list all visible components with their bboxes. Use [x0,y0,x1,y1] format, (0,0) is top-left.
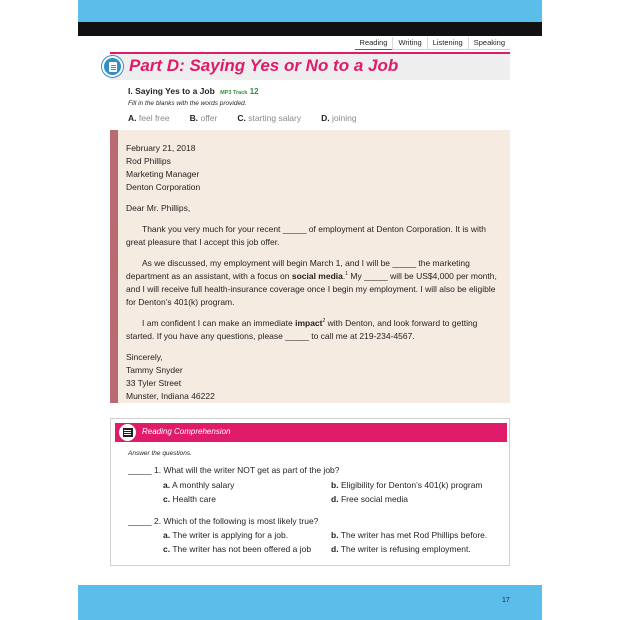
section-heading [128,86,259,96]
book-icon [119,424,136,441]
comprehension-header [115,423,507,442]
salutation: Dear Mr. Phillips, [126,203,191,213]
footnote-2: 2 [322,318,326,325]
q1-answer-b: b. Eligibility for Denton’s 401(k) program [331,480,483,490]
closing: Sincerely, [126,352,163,362]
q1-answer-c: c. Health care [163,494,216,504]
q2-answer-d: d. The writer is refusing employment. [331,544,471,554]
tab-reading: Reading [355,37,393,50]
sender-street: 33 Tyler Street [126,378,182,388]
top-black-bar [78,22,542,36]
word-options [128,113,377,123]
q2-answer-c: c. The writer has not been offered a job [163,544,312,554]
question-1: _____ 1. What will the writer NOT get as part of the job? [128,465,340,475]
option-b: B. offer [189,113,218,123]
question-2: _____ 2. Which of the following is most likely true? [128,516,319,526]
letter-box [110,130,510,403]
document-icon [102,56,123,77]
recipient-title: Marketing Manager [126,169,200,179]
fill-in-instruction: Fill in the blanks with the words provided. [128,100,247,107]
sender-name: Tammy Snyder [126,365,183,375]
tab-speaking: Speaking [468,37,510,50]
q2-answer-a: a. The writer is applying for a job. [163,530,289,540]
letter-date: February 21, 2018 [126,143,196,153]
option-a: A. feel free [128,113,170,123]
tab-writing: Writing [392,37,426,50]
q1-answer-a: a. A monthly salary [163,480,235,490]
option-c: C. starting salary [237,113,302,123]
top-color-band [78,0,542,22]
comprehension-title: Reading Comprehension [142,427,231,436]
skill-tabs [355,37,510,50]
q1-answer-d: d. Free social media [331,494,409,504]
track-number: 12 [249,87,259,96]
recipient-name: Rod Phillips [126,156,171,166]
bottom-color-band [78,585,542,620]
letter-paragraph-1: Thank you very much for your recent _____ of employment at Denton Corporation. It is with great pleasure that I accept this job offer. [126,224,486,247]
page-number: 17 [502,597,510,604]
footnote-1: 1 [345,271,349,278]
letter-paragraph-2: As we discussed, my employment will begin March 1, and I will be _____ the marketing department as an assistant, with a focus on social media.$^1$ My _____ will be US$4,000 per month, and I will receive full health-insurance coverage once I begin my employment. I will also be eligible for Denton’s 401(k) program. [126,258,497,307]
term-impact: impact [295,318,323,328]
section-heading-text: I. Saying Yes to a Job [128,86,215,96]
q2-answer-b: b. The writer has met Rod Phillips before. [331,530,488,540]
option-d: D. joining [321,113,357,123]
letter-paragraph-3: I am confident I can make an immediate impact$^2$ with Denton, and look forward to getting started. If you have any questions, please _____ to call me at 219-234-4567. [126,318,478,341]
sender-city: Munster, Indiana 46222 [126,391,215,401]
comprehension-instruction: Answer the questions. [128,450,192,457]
term-social-media: social media [291,271,343,281]
reading-comprehension-box [110,418,510,566]
recipient-company: Denton Corporation [126,182,201,192]
tab-listening: Listening [427,37,468,50]
mp3-label: MP3 Track [220,90,248,96]
page-title: Part D: Saying Yes or No to a Job [129,56,399,75]
